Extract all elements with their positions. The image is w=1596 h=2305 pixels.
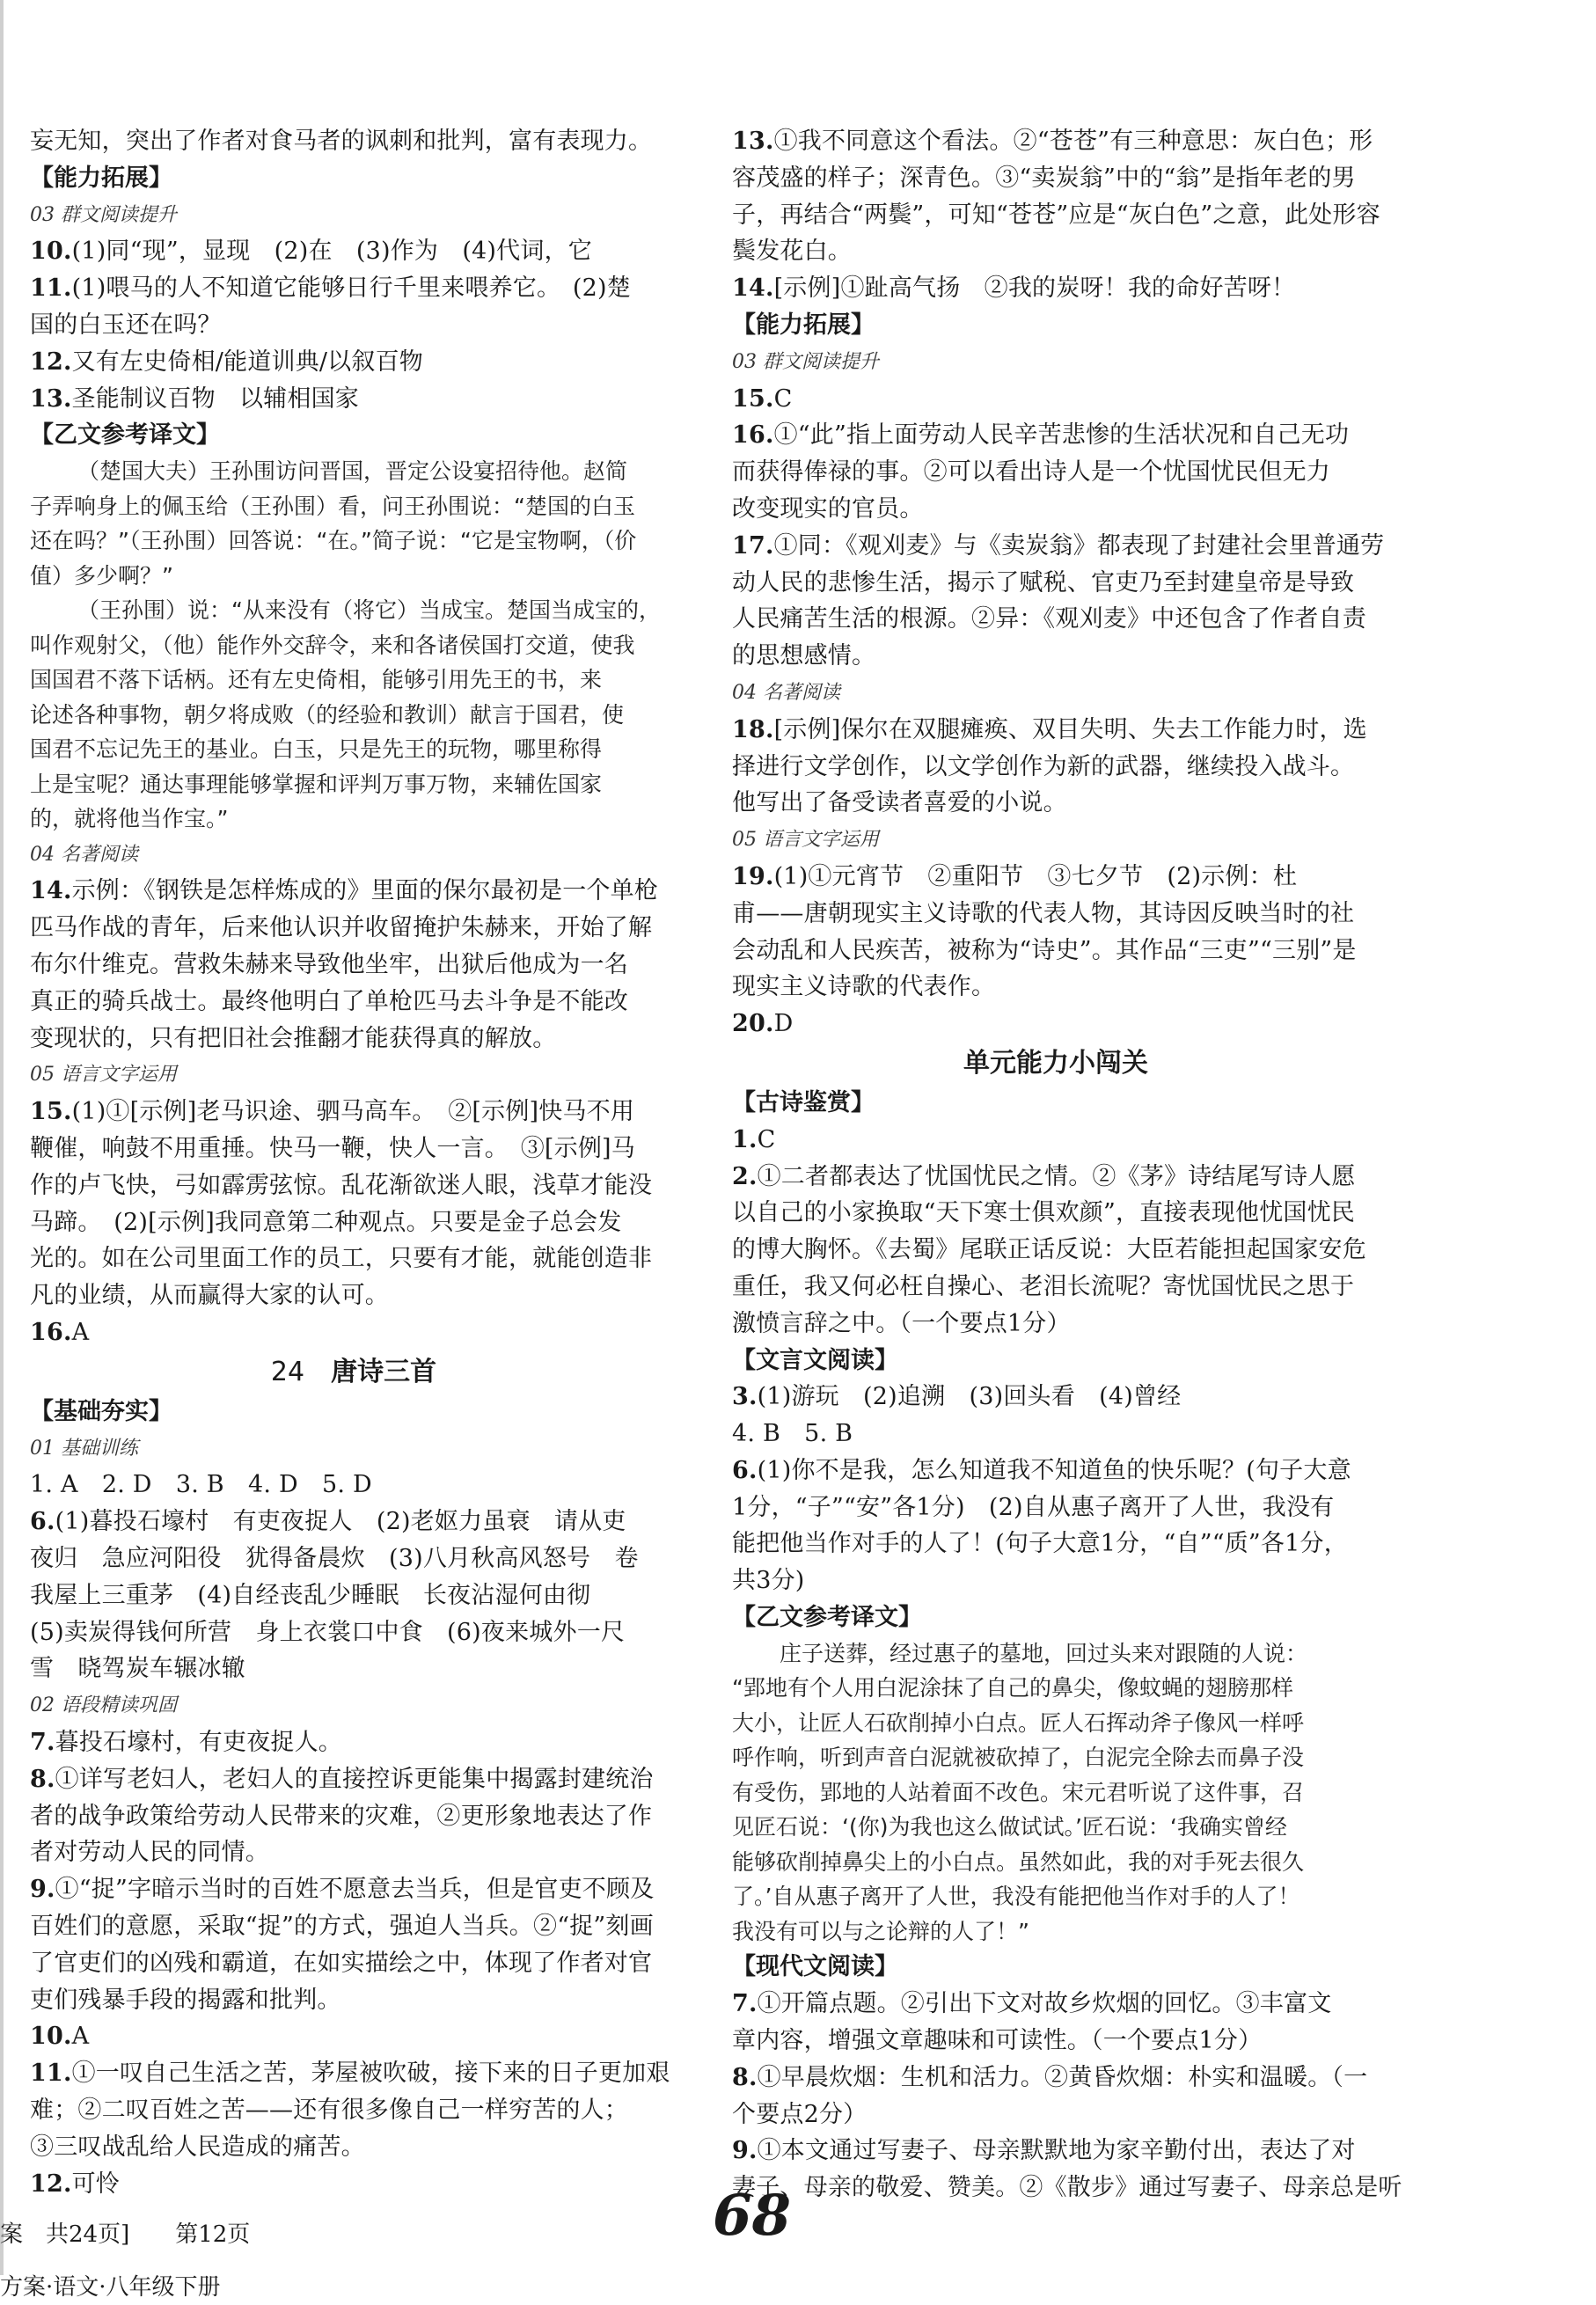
- question-number: 18.: [732, 715, 774, 743]
- line-text: 共3分): [732, 1567, 805, 1595]
- answer-line: [30, 1834, 677, 1871]
- answer-line: [732, 565, 1380, 602]
- line-text: (1)①元宵节 ②重阳节 ③七夕节 (2)示例：杜: [773, 862, 1298, 890]
- line-text: 能够砍削掉鼻尖上的小白点。虽然如此，我的对手死去很久: [732, 1848, 1305, 1875]
- answer-line: [30, 1240, 677, 1277]
- question-number: 2.: [732, 1162, 758, 1190]
- answer-line: [732, 454, 1380, 491]
- translation-line: [732, 1879, 1380, 1914]
- line-text: 示例：《钢铁是怎样炼成的》里面的保尔最初是一个单枪: [71, 877, 659, 905]
- line-text: C: [757, 1125, 776, 1153]
- translation-line: [732, 1845, 1380, 1880]
- answer-line: [732, 1306, 1380, 1343]
- line-text: 03 群文阅读提升: [732, 350, 879, 373]
- question-number: 10.: [30, 238, 72, 266]
- answer-line: [732, 270, 1380, 307]
- answer-line: [30, 2166, 677, 2203]
- answer-line: [30, 1982, 677, 2019]
- line-text: 妻子、母亲的敬爱、赞美。②《散步》通过写妻子、母亲总是听: [732, 2174, 1402, 2202]
- line-text: (5)卖炭得钱何所营 身上衣裳口中食 (6)夜来城外一尺: [30, 1618, 626, 1646]
- line-text: ①开篇点题。②引出下文对故乡炊烟的回忆。③丰富文: [757, 1990, 1332, 2018]
- answer-line: [30, 1314, 677, 1351]
- section-title: [30, 1351, 677, 1394]
- subsection-label: [30, 1687, 677, 1724]
- line-text: ①我不同意这个看法。②“苍苍”有三种意思：灰白色；形: [773, 128, 1373, 155]
- line-text: 以自己的小家换取“天下寒士俱欢颜”，直接表现他忧国忧民: [732, 1199, 1356, 1227]
- question-number: 10.: [30, 2023, 72, 2051]
- line-text: 光的。如在公司里面工作的员工，只要有才能，就能创造非: [30, 1245, 653, 1273]
- answer-line: [30, 381, 677, 418]
- line-text: 重任，我又何必枉自操心、老泪长流呢？寄忧国忧民之思于: [732, 1272, 1355, 1300]
- line-text: 【文言文阅读】: [732, 1346, 898, 1374]
- answer-line: [30, 123, 677, 160]
- line-text: 国的白玉还在吗？: [30, 311, 222, 339]
- question-number: 14.: [732, 274, 774, 303]
- answer-line: [732, 1562, 1380, 1599]
- translation-line: [30, 523, 677, 559]
- line-text: 会动乱和人民疾苦，被称为“诗史”。其作品“三吏”“三别”是: [732, 936, 1357, 964]
- page-number: 68: [713, 2183, 792, 2249]
- answer-line: [732, 1159, 1380, 1196]
- line-text: 鬓发花白。: [732, 238, 852, 266]
- answer-line: [30, 1467, 677, 1504]
- question-number: 15.: [732, 384, 774, 413]
- line-text: A: [71, 1319, 90, 1347]
- answer-line: [30, 1131, 677, 1167]
- line-text: 容茂盛的样子；深青色。③“卖炭翁”中的“翁”是指年老的男: [732, 164, 1356, 192]
- answer-line: [30, 1204, 677, 1241]
- answer-line: [30, 1021, 677, 1057]
- subsection-label: [30, 837, 677, 874]
- line-text: 的思想感情。: [732, 642, 876, 670]
- answer-line: [732, 2170, 1402, 2206]
- line-text: 难；②二叹百姓之苦——还有很多像自己一样穷苦的人；: [30, 2096, 628, 2124]
- line-text: 【乙文参考译文】: [30, 421, 220, 450]
- answer-line: [732, 123, 1380, 160]
- answer-line: [30, 1945, 677, 1982]
- question-number: 17.: [732, 531, 774, 560]
- line-text: 鞭催，响鼓不用重捶。快马一鞭，快人一言。 ③[示例]马: [30, 1135, 635, 1163]
- line-text: 【能力拓展】: [30, 164, 172, 192]
- question-number: 3.: [732, 1383, 758, 1411]
- answer-line: [732, 1269, 1380, 1306]
- answer-line: [732, 197, 1380, 234]
- line-text: 甫——唐朝现实主义诗歌的代表人物，其诗因反映当时的社: [732, 899, 1355, 927]
- line-text: 04 名著阅读: [732, 681, 840, 704]
- line-text: 马蹄。 (2)[示例]我同意第二种观点。只要是金子总会发: [30, 1208, 622, 1236]
- footer-book-title: 方案·语文·八年级下册: [0, 2274, 221, 2301]
- answer-line: [30, 307, 677, 344]
- answer-line: [30, 1094, 677, 1131]
- answer-line: [732, 1526, 1380, 1562]
- question-number: 11.: [30, 274, 72, 303]
- line-text: 现实主义诗歌的代表作。: [732, 973, 996, 1001]
- line-text: 章内容，增强文章趣味和可读性。（一个要点1分）: [732, 2026, 1263, 2054]
- section-heading: [30, 417, 677, 454]
- answer-line: [30, 1614, 677, 1651]
- line-text: 【古诗鉴赏】: [732, 1088, 875, 1116]
- answer-line: [30, 1798, 677, 1835]
- line-text: 论述各种事物，朝夕将成败（的经验和教训）献言于国君，使: [30, 701, 625, 728]
- section-title-text: 唐诗三首: [331, 1356, 437, 1387]
- line-text: 还在吗？”（王孙围）回答说：“在。”简子说：“它是宝物啊，（价: [30, 528, 637, 554]
- line-text: 夜归 急应河阳役 犹得备晨炊 (3)八月秋高风怒号 卷: [30, 1545, 639, 1573]
- question-number: 9.: [30, 1876, 55, 1904]
- translation-line: [732, 1914, 1380, 1950]
- line-text: 庄子送葬，经过惠子的墓地，回过头来对跟随的人说：: [780, 1640, 1308, 1666]
- binding-edge: [0, 0, 4, 2275]
- line-text: 4. B 5. B: [732, 1420, 853, 1448]
- answer-line: [30, 2129, 677, 2166]
- answer-line: [732, 638, 1380, 675]
- subsection-label: [30, 197, 677, 234]
- line-text: ①同：《观刈麦》与《卖炭翁》都表现了封建社会里普通劳: [773, 531, 1385, 560]
- line-text: 【现代文阅读】: [732, 1953, 898, 1981]
- line-text: 国国君不落下话柄。还有左史倚相，能够引用先王的书，来: [30, 667, 603, 693]
- line-text: A: [71, 2023, 90, 2051]
- line-text: 又有左史倚相/能道训典/以叙百物: [71, 348, 423, 376]
- answer-line: [30, 1650, 677, 1687]
- line-text: (1)同“现”，显现 (2)在 (3)作为 (4)代词，它: [71, 238, 592, 266]
- answer-line: [732, 1453, 1380, 1489]
- line-text: 【基础夯实】: [30, 1397, 172, 1425]
- line-text: 人民痛苦生活的根源。②异：《观刈麦》中还包含了作者自责: [732, 605, 1366, 633]
- translation-line: [732, 1706, 1380, 1741]
- line-text: (1)游玩 (2)追溯 (3)回头看 (4)曾经: [757, 1383, 1182, 1411]
- question-number: 6.: [732, 1456, 758, 1484]
- answer-line: [732, 601, 1380, 638]
- line-text: 【能力拓展】: [732, 311, 875, 339]
- answer-line: [732, 233, 1380, 270]
- line-text: (1)你不是我，怎么知道我不知道鱼的快乐呢？(句子大意: [757, 1456, 1351, 1484]
- answer-line: [30, 2092, 677, 2129]
- line-text: 雪 晓驾炭车辗冰辙: [30, 1655, 245, 1683]
- answer-line: [732, 2133, 1380, 2170]
- question-number: 14.: [30, 877, 72, 905]
- line-text: 可怜: [71, 2170, 120, 2198]
- question-number: 13.: [30, 384, 72, 413]
- question-number: 15.: [30, 1098, 72, 1126]
- line-text: 05 语言文字运用: [732, 829, 879, 852]
- translation-line: [732, 1810, 1380, 1845]
- line-text: 05 语言文字运用: [30, 1064, 177, 1087]
- answer-line: [732, 1122, 1380, 1159]
- answer-line: [732, 160, 1380, 197]
- question-number: 16.: [732, 421, 774, 450]
- line-text: 我屋上三重茅 (4)自经丧乱少睡眠 长夜沾湿何由彻: [30, 1581, 591, 1609]
- line-text: C: [773, 384, 793, 413]
- answer-line: [732, 528, 1385, 565]
- answer-line: [732, 2023, 1380, 2060]
- line-text: ①本文通过写妻子、母亲默默地为家辛勤付出，表达了对: [757, 2137, 1356, 2165]
- translation-line: [30, 698, 677, 733]
- answer-line: [732, 1986, 1380, 2023]
- line-text: 者的战争政策给劳动人民带来的灾难，②更形象地表达了作: [30, 1802, 653, 1830]
- translation-line: [30, 489, 677, 524]
- line-text: 国君不忘记先王的基业。白玉，只是先王的玩物，哪里称得: [30, 736, 603, 763]
- question-number: 8.: [732, 2063, 758, 2091]
- line-text: ①详写老妇人，老妇人的直接控诉更能集中揭露封建统治: [55, 1765, 654, 1793]
- answer-line: [732, 381, 1380, 418]
- subsection-label: [732, 344, 1380, 381]
- answer-line: [30, 344, 677, 381]
- translation-line: [30, 559, 677, 594]
- line-text: (1)暮投石壕村 有吏夜捉人 (2)老妪力虽衰 请从吏: [55, 1508, 626, 1536]
- section-heading: [732, 1949, 1380, 1986]
- section-title-text: 单元能力小闯关: [963, 1047, 1148, 1079]
- answer-line: [30, 1908, 677, 1945]
- line-text: 动人民的悲惨生活，揭示了赋税、官吏乃至封建皇帝是导致: [732, 568, 1355, 596]
- line-text: ①二者都表达了忧国忧民之情。②《茅》诗结尾写诗人愿: [757, 1162, 1356, 1190]
- translation-line: [30, 767, 677, 802]
- answer-line: [732, 491, 1380, 528]
- line-text: （王孙围）说：“从来没有（将它）当成宝。楚国当成宝的，: [77, 597, 661, 624]
- question-number: 7.: [732, 1990, 758, 2018]
- answer-line: [732, 859, 1380, 896]
- line-text: 变现状的，只有把旧社会推翻才能获得真的解放。: [30, 1024, 557, 1052]
- section-heading: [732, 307, 1380, 344]
- line-text: 而获得俸禄的事。②可以看出诗人是一个忧国忧民但无力: [732, 458, 1330, 487]
- answer-line: [732, 1379, 1380, 1416]
- line-text: 的博大胸怀。《去蜀》尾联正话反说：大臣若能担起国家安危: [732, 1236, 1366, 1264]
- translation-line: [30, 593, 677, 628]
- line-text: 能把他当作对手的人了！(句子大意1分，“自”“质”各1分，: [732, 1530, 1348, 1558]
- question-number: 6.: [30, 1508, 55, 1536]
- answer-line: [30, 270, 677, 307]
- line-text: (1)①[示例]老马识途、驷马高车。 ②[示例]快马不用: [71, 1098, 635, 1126]
- line-text: 大小，让匠人石砍削掉小白点。匠人石挥动斧子像风一样呼: [732, 1709, 1305, 1736]
- line-text: 个要点2分）: [732, 2100, 868, 2128]
- section-heading: [732, 1085, 1380, 1122]
- answer-line: [30, 1540, 677, 1577]
- question-number: 16.: [30, 1319, 72, 1347]
- line-text: [示例]保尔在双腿瘫痪、双目失明、失去工作能力时，选: [773, 715, 1367, 743]
- line-text: 有受伤，郢地的人站着面不改色。宋元君听说了这件事，召: [732, 1779, 1305, 1805]
- line-text: 者对劳动人民的同情。: [30, 1839, 269, 1867]
- line-text: 子，再结合“两鬓”，可知“苍苍”应是“灰白色”之意，此处形容: [732, 201, 1380, 229]
- line-text: [示例]①趾高气扬 ②我的炭呀！我的命好苦呀！: [773, 274, 1296, 303]
- subsection-label: [30, 1057, 677, 1094]
- line-text: 激愤言辞之中。（一个要点1分）: [732, 1309, 1071, 1337]
- line-text: ①“此”指上面劳动人民辛苦悲惨的生活状况和自己无功: [773, 421, 1350, 450]
- answer-line: [30, 1724, 677, 1761]
- answer-line: [732, 933, 1380, 970]
- question-number: 1.: [732, 1125, 758, 1153]
- answer-line: [30, 947, 677, 984]
- answer-line: [30, 984, 677, 1021]
- translation-line: [30, 801, 677, 837]
- line-text: 上是宝呢？通达事理能够掌握和评判万事万物，来辅佐国家: [30, 771, 603, 797]
- line-text: 1. A 2. D 3. B 4. D 5. D: [30, 1471, 372, 1499]
- answer-line: [732, 2060, 1380, 2096]
- question-number: 13.: [732, 128, 774, 155]
- line-text: 了官吏们的凶残和霸道，在如实描绘之中，体现了作者对官: [30, 1949, 653, 1977]
- answer-line: [30, 1167, 677, 1204]
- answer-line: [30, 2055, 677, 2092]
- line-text: 妄无知，突出了作者对食马者的讽刺和批判，富有表现力。: [30, 128, 653, 155]
- line-text: 我没有可以与之论辩的人了！”: [732, 1918, 1029, 1944]
- line-text: 匹马作战的青年，后来他认识并收留掩护朱赫来，开始了解: [30, 914, 653, 942]
- translation-line: [732, 1636, 1380, 1672]
- answer-line: [732, 2096, 1380, 2133]
- answer-line: [30, 2018, 677, 2055]
- line-text: 圣能制议百物 以辅相国家: [71, 384, 359, 413]
- answer-line: [732, 1195, 1380, 1232]
- answer-line: [30, 1761, 677, 1798]
- answer-line: [732, 749, 1380, 786]
- line-text: 04 名著阅读: [30, 843, 138, 866]
- question-number: 19.: [732, 862, 774, 890]
- answer-line: [30, 233, 677, 270]
- answer-line: [30, 1277, 677, 1314]
- line-text: 子弄响身上的佩玉给（王孙围）看，问王孙围说：“楚国的白玉: [30, 493, 635, 519]
- answer-line: [732, 1006, 1380, 1043]
- section-heading: [732, 1599, 1380, 1636]
- section-heading: [30, 160, 677, 197]
- answer-line: [30, 1577, 677, 1614]
- line-text: 03 群文阅读提升: [30, 203, 177, 226]
- line-text: 暮投石壕村，有吏夜捉人。: [55, 1729, 342, 1756]
- line-text: 【乙文参考译文】: [732, 1604, 922, 1632]
- answer-line: [30, 1871, 677, 1908]
- answer-line: [732, 712, 1380, 749]
- translation-line: [30, 732, 677, 767]
- question-number: 12.: [30, 348, 72, 376]
- question-number: 9.: [732, 2137, 758, 2165]
- line-text: 百姓们的意愿，采取“捉”的方式，强迫人当兵。②“捉”刻画: [30, 1912, 654, 1940]
- answer-line: [30, 910, 677, 947]
- question-number: 8.: [30, 1765, 55, 1793]
- line-text: 1分，“子”“安”各1分) (2)自从惠子离开了人世，我没有: [732, 1493, 1335, 1521]
- question-number: 20.: [732, 1010, 774, 1038]
- translation-line: [732, 1740, 1380, 1775]
- line-text: “郢地有个人用白泥涂抹了自己的鼻尖，像蚊蝇的翅膀那样: [732, 1675, 1293, 1701]
- question-number: 11.: [30, 2060, 72, 2088]
- line-text: ①一叹自己生活之苦，茅屋被吹破，接下来的日子更加艰: [71, 2060, 670, 2088]
- section-number: 24: [270, 1356, 305, 1387]
- section-heading: [732, 1343, 1380, 1379]
- left-column: [30, 123, 677, 2202]
- line-text: 见匠石说：‘(你)为我也这么做试试。’匠石说：‘我确实曾经: [732, 1814, 1287, 1840]
- answer-line: [30, 873, 677, 910]
- line-text: 了。’自从惠子离开了人世，我没有能把他当作对手的人了！: [732, 1884, 1300, 1910]
- answer-line: [732, 969, 1380, 1006]
- line-text: 他写出了备受读者喜爱的小说。: [732, 789, 1067, 817]
- line-text: 凡的业绩，从而赢得大家的认可。: [30, 1282, 389, 1310]
- line-text: 值）多少啊？”: [30, 562, 173, 589]
- translation-line: [30, 662, 677, 698]
- line-text: 01 基础训练: [30, 1437, 138, 1460]
- line-text: (1)喂马的人不知道它能够日行千里来喂养它。 (2)楚: [71, 274, 631, 303]
- footer-page-info: 案 共24页] 第12页: [0, 2221, 251, 2248]
- line-text: 择进行文学创作，以文学创作为新的武器，继续投入战斗。: [732, 752, 1355, 780]
- line-text: 呼作响，听到声音白泥就被砍掉了，白泥完全除去而鼻子没: [732, 1745, 1305, 1771]
- section-heading: [30, 1394, 677, 1431]
- line-text: ①“捉”字暗示当时的百姓不愿意去当兵，但是官吏不顾及: [55, 1876, 655, 1904]
- answer-line: [732, 785, 1380, 822]
- line-text: 布尔什维克。营救朱赫来导致他坐牢，出狱后他成为一名: [30, 951, 628, 979]
- translation-line: [30, 454, 677, 489]
- line-text: （楚国大夫）王孙围访问晋国，晋定公设宴招待他。赵简: [77, 458, 628, 485]
- answer-line: [732, 1416, 1380, 1453]
- question-number: 12.: [30, 2170, 72, 2198]
- answer-line: [732, 417, 1380, 454]
- line-text: D: [773, 1010, 794, 1038]
- subsection-label: [30, 1431, 677, 1467]
- line-text: 吏们残暴手段的揭露和批判。: [30, 1986, 341, 2014]
- answer-line: [732, 1232, 1380, 1269]
- translation-line: [732, 1671, 1380, 1706]
- page-footer: [0, 2217, 250, 2305]
- line-text: 作的卢飞快，弓如霹雳弦惊。乱花渐欲迷人眼，浅草才能没: [30, 1171, 653, 1199]
- answer-line: [732, 1489, 1380, 1526]
- translation-line: [30, 628, 677, 663]
- question-number: 7.: [30, 1729, 55, 1756]
- right-column: [732, 123, 1402, 2206]
- line-text: 改变现实的官员。: [732, 494, 924, 523]
- subsection-label: [732, 675, 1380, 712]
- subsection-label: [732, 822, 1380, 859]
- line-text: 02 语段精读巩固: [30, 1694, 177, 1717]
- line-text: 真正的骑兵战士。最终他明白了单枪匹马去斗争是不能改: [30, 987, 628, 1015]
- answer-line: [732, 896, 1380, 933]
- translation-line: [732, 1775, 1380, 1811]
- line-text: ③三叹战乱给人民造成的痛苦。: [30, 2133, 365, 2161]
- answer-line: [30, 1504, 677, 1540]
- line-text: 叫作观射父，（他）能作外交辞令，来和各诸侯国打交道，使我: [30, 632, 635, 658]
- line-text: ①早晨炊烟：生机和活力。②黄昏炊烟：朴实和温暖。（一: [757, 2063, 1368, 2091]
- line-text: 的，就将他当作宝。”: [30, 806, 229, 832]
- section-title: [732, 1043, 1380, 1085]
